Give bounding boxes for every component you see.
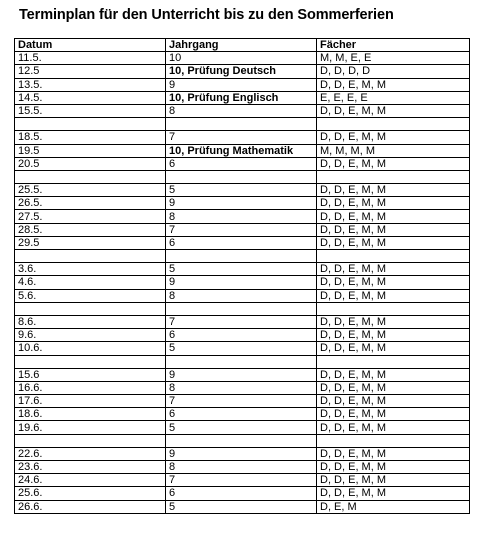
- cell-datum: 19.5: [15, 144, 166, 157]
- cell-faecher: D, D, E, M, M: [317, 236, 470, 249]
- cell-faecher: [317, 250, 470, 263]
- cell-jahrgang: 10, Prüfung Mathematik: [166, 144, 317, 157]
- cell-jahrgang: 7: [166, 315, 317, 328]
- table-row: [15, 315, 470, 328]
- cell-faecher: M, M, M, M: [317, 144, 470, 157]
- table-row: [15, 91, 470, 104]
- cell-jahrgang: 10, Prüfung Englisch: [166, 91, 317, 104]
- cell-faecher: D, D, E, M, M: [317, 408, 470, 421]
- table-row: [15, 447, 470, 460]
- table-row: [15, 329, 470, 342]
- cell-jahrgang: [166, 302, 317, 315]
- cell-faecher: D, D, D, D: [317, 65, 470, 78]
- table-row: [15, 500, 470, 513]
- cell-jahrgang: 7: [166, 223, 317, 236]
- table-row: [15, 474, 470, 487]
- cell-jahrgang: [166, 170, 317, 183]
- cell-datum: [15, 118, 166, 131]
- cell-datum: 25.5.: [15, 184, 166, 197]
- table-row: [15, 52, 470, 65]
- schedule-table-body: [15, 39, 470, 514]
- cell-faecher: D, E, M: [317, 500, 470, 513]
- cell-datum: 8.6.: [15, 315, 166, 328]
- cell-datum: 16.6.: [15, 381, 166, 394]
- cell-datum: [15, 434, 166, 447]
- table-row: [15, 461, 470, 474]
- table-row: [15, 184, 470, 197]
- cell-jahrgang: 10, Prüfung Deutsch: [166, 65, 317, 78]
- cell-jahrgang: 5: [166, 500, 317, 513]
- cell-faecher: D, D, E, M, M: [317, 210, 470, 223]
- cell-jahrgang: 9: [166, 447, 317, 460]
- cell-jahrgang: 9: [166, 197, 317, 210]
- cell-jahrgang: 8: [166, 104, 317, 117]
- cell-faecher: D, D, E, M, M: [317, 381, 470, 394]
- cell-jahrgang: 10: [166, 52, 317, 65]
- cell-datum: 28.5.: [15, 223, 166, 236]
- table-row: [15, 421, 470, 434]
- table-row: [15, 381, 470, 394]
- cell-jahrgang: 6: [166, 157, 317, 170]
- cell-jahrgang: 8: [166, 381, 317, 394]
- cell-datum: 26.6.: [15, 500, 166, 513]
- table-row: [15, 197, 470, 210]
- cell-jahrgang: 9: [166, 78, 317, 91]
- cell-datum: 25.6.: [15, 487, 166, 500]
- header-faecher: Fächer: [317, 39, 470, 52]
- cell-jahrgang: 5: [166, 342, 317, 355]
- cell-jahrgang: 9: [166, 368, 317, 381]
- cell-faecher: D, D, E, M, M: [317, 157, 470, 170]
- cell-datum: 26.5.: [15, 197, 166, 210]
- cell-faecher: D, D, E, M, M: [317, 263, 470, 276]
- cell-datum: 27.5.: [15, 210, 166, 223]
- table-row: [15, 395, 470, 408]
- table-row: [15, 236, 470, 249]
- cell-datum: 13.5.: [15, 78, 166, 91]
- cell-faecher: D, D, E, M, M: [317, 289, 470, 302]
- cell-faecher: [317, 118, 470, 131]
- cell-datum: 3.6.: [15, 263, 166, 276]
- cell-faecher: D, D, E, M, M: [317, 223, 470, 236]
- cell-datum: 17.6.: [15, 395, 166, 408]
- table-row: [15, 131, 470, 144]
- cell-jahrgang: 7: [166, 474, 317, 487]
- cell-faecher: D, D, E, M, M: [317, 197, 470, 210]
- cell-faecher: D, D, E, M, M: [317, 342, 470, 355]
- page-title: Terminplan für den Unterricht bis zu den Sommerferien: [19, 7, 394, 23]
- table-row: [15, 342, 470, 355]
- cell-datum: 20.5: [15, 157, 166, 170]
- table-row: [15, 276, 470, 289]
- cell-jahrgang: 8: [166, 210, 317, 223]
- cell-jahrgang: 9: [166, 276, 317, 289]
- cell-datum: 29.5: [15, 236, 166, 249]
- cell-datum: 19.6.: [15, 421, 166, 434]
- cell-faecher: [317, 170, 470, 183]
- schedule-table: [14, 38, 470, 514]
- cell-datum: 12.5: [15, 65, 166, 78]
- cell-datum: 9.6.: [15, 329, 166, 342]
- cell-jahrgang: 7: [166, 395, 317, 408]
- table-row: [15, 104, 470, 117]
- cell-faecher: D, D, E, M, M: [317, 368, 470, 381]
- cell-faecher: [317, 302, 470, 315]
- table-row: [15, 170, 470, 183]
- table-row: [15, 289, 470, 302]
- table-row: [15, 144, 470, 157]
- cell-faecher: D, D, E, M, M: [317, 329, 470, 342]
- cell-datum: [15, 250, 166, 263]
- cell-jahrgang: 6: [166, 329, 317, 342]
- header-datum: Datum: [15, 39, 166, 52]
- table-row: [15, 250, 470, 263]
- cell-jahrgang: 8: [166, 461, 317, 474]
- cell-jahrgang: 5: [166, 184, 317, 197]
- cell-faecher: D, D, E, M, M: [317, 78, 470, 91]
- table-row: [15, 487, 470, 500]
- cell-datum: 4.6.: [15, 276, 166, 289]
- table-row: [15, 302, 470, 315]
- cell-jahrgang: 6: [166, 408, 317, 421]
- table-row: [15, 78, 470, 91]
- table-header-row: [15, 39, 470, 52]
- table-row: [15, 118, 470, 131]
- cell-faecher: D, D, E, M, M: [317, 184, 470, 197]
- table-row: [15, 263, 470, 276]
- cell-faecher: [317, 434, 470, 447]
- cell-datum: 15.6: [15, 368, 166, 381]
- cell-jahrgang: 6: [166, 236, 317, 249]
- cell-jahrgang: 5: [166, 263, 317, 276]
- cell-faecher: D, D, E, M, M: [317, 104, 470, 117]
- cell-faecher: [317, 355, 470, 368]
- cell-datum: 24.6.: [15, 474, 166, 487]
- cell-datum: [15, 170, 166, 183]
- table-row: [15, 434, 470, 447]
- table-row: [15, 157, 470, 170]
- cell-datum: 10.6.: [15, 342, 166, 355]
- cell-datum: 23.6.: [15, 461, 166, 474]
- table-row: [15, 65, 470, 78]
- table-row: [15, 408, 470, 421]
- cell-faecher: M, M, E, E: [317, 52, 470, 65]
- cell-jahrgang: [166, 118, 317, 131]
- cell-faecher: D, D, E, M, M: [317, 395, 470, 408]
- cell-faecher: D, D, E, M, M: [317, 447, 470, 460]
- cell-datum: 15.5.: [15, 104, 166, 117]
- cell-faecher: D, D, E, M, M: [317, 474, 470, 487]
- header-jahrgang: Jahrgang: [166, 39, 317, 52]
- cell-datum: [15, 355, 166, 368]
- cell-datum: 18.6.: [15, 408, 166, 421]
- cell-jahrgang: 8: [166, 289, 317, 302]
- cell-faecher: D, D, E, M, M: [317, 315, 470, 328]
- cell-faecher: E, E, E, E: [317, 91, 470, 104]
- cell-faecher: D, D, E, M, M: [317, 487, 470, 500]
- table-row: [15, 210, 470, 223]
- cell-faecher: D, D, E, M, M: [317, 461, 470, 474]
- cell-datum: 11.5.: [15, 52, 166, 65]
- cell-datum: [15, 302, 166, 315]
- cell-datum: 22.6.: [15, 447, 166, 460]
- cell-jahrgang: 6: [166, 487, 317, 500]
- table-row: [15, 223, 470, 236]
- cell-jahrgang: 7: [166, 131, 317, 144]
- table-row: [15, 355, 470, 368]
- cell-jahrgang: [166, 434, 317, 447]
- table-row: [15, 368, 470, 381]
- cell-datum: 18.5.: [15, 131, 166, 144]
- cell-faecher: D, D, E, M, M: [317, 276, 470, 289]
- cell-faecher: D, D, E, M, M: [317, 131, 470, 144]
- cell-datum: 5.6.: [15, 289, 166, 302]
- cell-jahrgang: [166, 250, 317, 263]
- cell-faecher: D, D, E, M, M: [317, 421, 470, 434]
- cell-jahrgang: 5: [166, 421, 317, 434]
- cell-datum: 14.5.: [15, 91, 166, 104]
- cell-jahrgang: [166, 355, 317, 368]
